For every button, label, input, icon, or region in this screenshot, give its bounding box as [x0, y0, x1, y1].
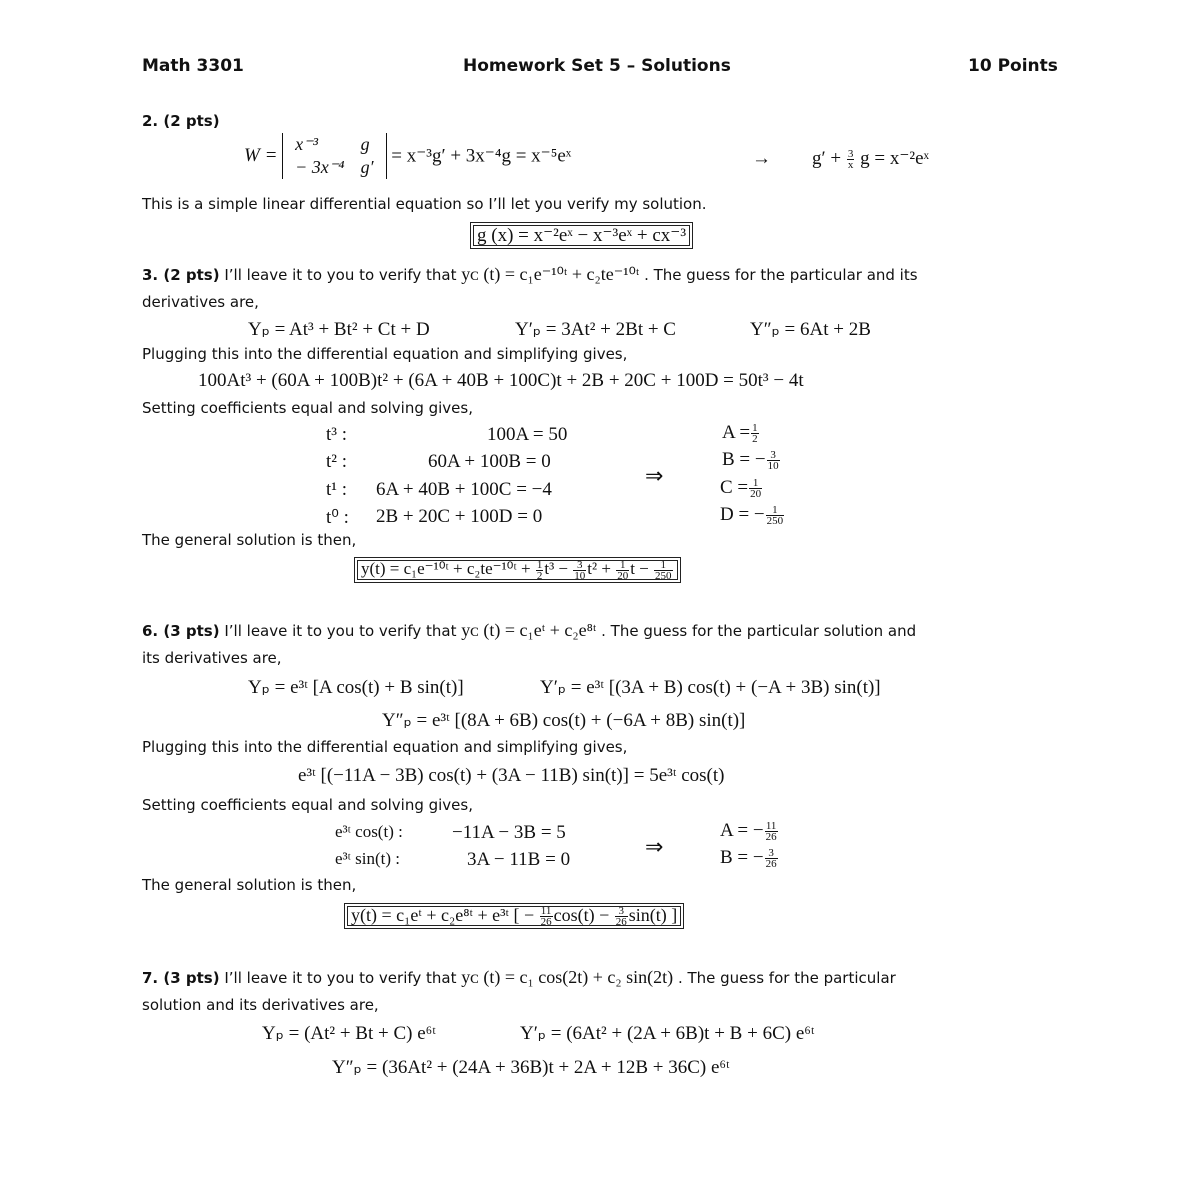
problem-3-intro-text2: . The guess for the particular and its	[644, 266, 918, 284]
problem-7-intro	[142, 967, 896, 988]
p6-row-1-label: e³ᵗ cos(t) :	[335, 822, 403, 841]
ode-rhs: g = x⁻²eˣ	[860, 148, 929, 169]
det-c: − 3x⁻⁴	[295, 157, 345, 177]
p3-row-1-solution: A = $\frac{1}{2}$	[722, 422, 758, 446]
p3-equation: 100At³ + (60A + 100B)t² + (6A + 40B + 100C)t + 2B + 20C + 100D = 50t³ − 4t	[198, 370, 804, 391]
p3-plug-text: Plugging this into the differential equation and simplifying gives,	[142, 345, 628, 363]
det-d: g′	[360, 157, 374, 177]
p7-yp: Yₚ = (At² + Bt + C) e⁶ᵗ	[262, 1023, 436, 1044]
ode-fraction: $\frac{3}{x}$	[847, 148, 854, 172]
problem-2-label: 2. (2 pts)	[142, 112, 220, 130]
problem-6-label: 6. (3 pts)	[142, 622, 220, 640]
det-b: g	[360, 134, 370, 154]
problem-3-answer: y(t) = c₁e⁻¹⁰ᵗ + c₂te⁻¹⁰ᵗ + $\frac{1}{2}$ t³ − $\frac{3}{10}$ t² + $\frac{1}{20}$ t − $\frac{1}{250}$	[354, 557, 681, 583]
p6-general-text: The general solution is then,	[142, 876, 357, 894]
p7-yp-double-prime: Y″ₚ = (36At² + (24A + 36B)t + 2A + 12B + 36C) e⁶ᵗ	[332, 1057, 730, 1078]
problem-2-text: This is a simple linear differential equation so I’ll let you verify my solution.	[142, 195, 707, 213]
ode-lhs: g′ +	[812, 148, 842, 169]
course-name: Math 3301	[142, 56, 244, 76]
p3-row-3-power: t¹ :	[326, 479, 348, 500]
p6-yp: Yₚ = e³ᵗ [A cos(t) + B sin(t)]	[248, 677, 464, 698]
p3-yp-double-prime: Y″ₚ = 6At + 2B	[750, 319, 871, 340]
problem-6-intro-line2: its derivatives are,	[142, 649, 282, 667]
problem-7-yc: yᴄ (t) = c₁ cos(2t) + c₂ sin(2t)	[461, 967, 674, 987]
page-title: Homework Set 5 – Solutions	[463, 56, 731, 76]
problem-7-intro-text2: . The guess for the particular	[677, 969, 896, 987]
problem-3-intro	[142, 264, 918, 285]
p3-row-4-solution: D = − $\frac{1}{250}$	[720, 504, 784, 528]
problem-3-intro-text: I’ll leave it to you to verify that	[224, 266, 457, 284]
p6-plug-text: Plugging this into the differential equation and simplifying gives,	[142, 738, 628, 756]
p6-row-1-equation: −11A − 3B = 5	[452, 822, 566, 843]
problem-3-intro-line2: derivatives are,	[142, 293, 259, 311]
problem-6-yc: yᴄ (t) = c₁eᵗ + c₂e⁸ᵗ	[461, 620, 597, 640]
problem-7-intro-line2: solution and its derivatives are,	[142, 996, 379, 1014]
p3-general-text: The general solution is then,	[142, 531, 357, 549]
p3-yp-prime: Y′ₚ = 3At² + 2Bt + C	[515, 319, 676, 340]
p3-row-1-equation: 100A = 50	[487, 424, 568, 445]
implies-arrow: →	[752, 148, 771, 169]
problem-3-yc: yᴄ (t) = c₁e⁻¹⁰ᵗ + c₂te⁻¹⁰ᵗ	[461, 264, 640, 284]
p6-row-2-solution: B = − $\frac{3}{26}$	[720, 847, 777, 871]
p3-row-3-solution: C = $\frac{1}{20}$	[720, 477, 762, 501]
problem-3-label: 3. (2 pts)	[142, 266, 220, 284]
p3-yp: Yₚ = At³ + Bt² + Ct + D	[248, 319, 430, 340]
problem-7-intro-text: I’ll leave it to you to verify that	[224, 969, 457, 987]
wronskian-lhs: W =	[244, 145, 278, 166]
linear-ode	[812, 147, 929, 170]
problem-6-answer: y(t) = c₁eᵗ + c₂e⁸ᵗ + e³ᵗ [ − $\frac{11}{26}$ cos(t) − $\frac{3}{26}$ sin(t) ]	[344, 903, 684, 929]
p3-row-2-solution: B = − $\frac{3}{10}$	[722, 449, 779, 473]
problem-7-label: 7. (3 pts)	[142, 969, 220, 987]
p3-row-2-equation: 60A + 100B = 0	[428, 451, 551, 472]
p6-row-2-equation: 3A − 11B = 0	[467, 849, 571, 870]
p6-yp-prime: Y′ₚ = e³ᵗ [(3A + B) cos(t) + (−A + 3B) sin(t)]	[540, 677, 881, 698]
p6-set-text: Setting coefficients equal and solving gives,	[142, 796, 473, 814]
p6-row-1-solution: A = − $\frac{11}{26}$	[720, 820, 777, 844]
problem-6-intro-text: I’ll leave it to you to verify that	[224, 622, 457, 640]
p3-row-4-equation: 2B + 20C + 100D = 0	[376, 506, 543, 527]
problem-6-intro	[142, 620, 916, 641]
p3-row-2-power: t² :	[326, 451, 348, 472]
p3-set-text: Setting coefficients equal and solving gives,	[142, 399, 473, 417]
total-points: 10 Points	[968, 56, 1058, 76]
p6-implies: ⇒	[645, 834, 664, 859]
p3-row-1-power: t³ :	[326, 424, 348, 445]
p3-row-4-power: t⁰ :	[326, 507, 349, 528]
problem-6-intro-text2: . The guess for the particular solution and	[601, 622, 917, 640]
problem-2-answer: g (x) = x⁻²eˣ − x⁻³eˣ + cx⁻³	[470, 222, 693, 249]
p6-equation: e³ᵗ [(−11A − 3B) cos(t) + (3A − 11B) sin(t)] = 5e³ᵗ cos(t)	[298, 765, 725, 786]
p6-yp-double-prime: Y″ₚ = e³ᵗ [(8A + 6B) cos(t) + (−6A + 8B) sin(t)]	[382, 710, 746, 731]
p6-row-2-label: e³ᵗ sin(t) :	[335, 849, 401, 868]
det-a: x⁻³	[295, 134, 319, 154]
p3-row-3-equation: 6A + 40B + 100C = −4	[376, 479, 552, 500]
wronskian-equation	[244, 133, 571, 179]
p7-yp-prime: Y′ₚ = (6At² + (2A + 6B)t + B + 6C) e⁶ᵗ	[520, 1023, 815, 1044]
p3-implies: ⇒	[645, 463, 664, 488]
wronskian-rhs: = x⁻³g′ + 3x⁻⁴g = x⁻⁵eˣ	[391, 145, 572, 167]
wronskian-determinant	[282, 133, 386, 179]
